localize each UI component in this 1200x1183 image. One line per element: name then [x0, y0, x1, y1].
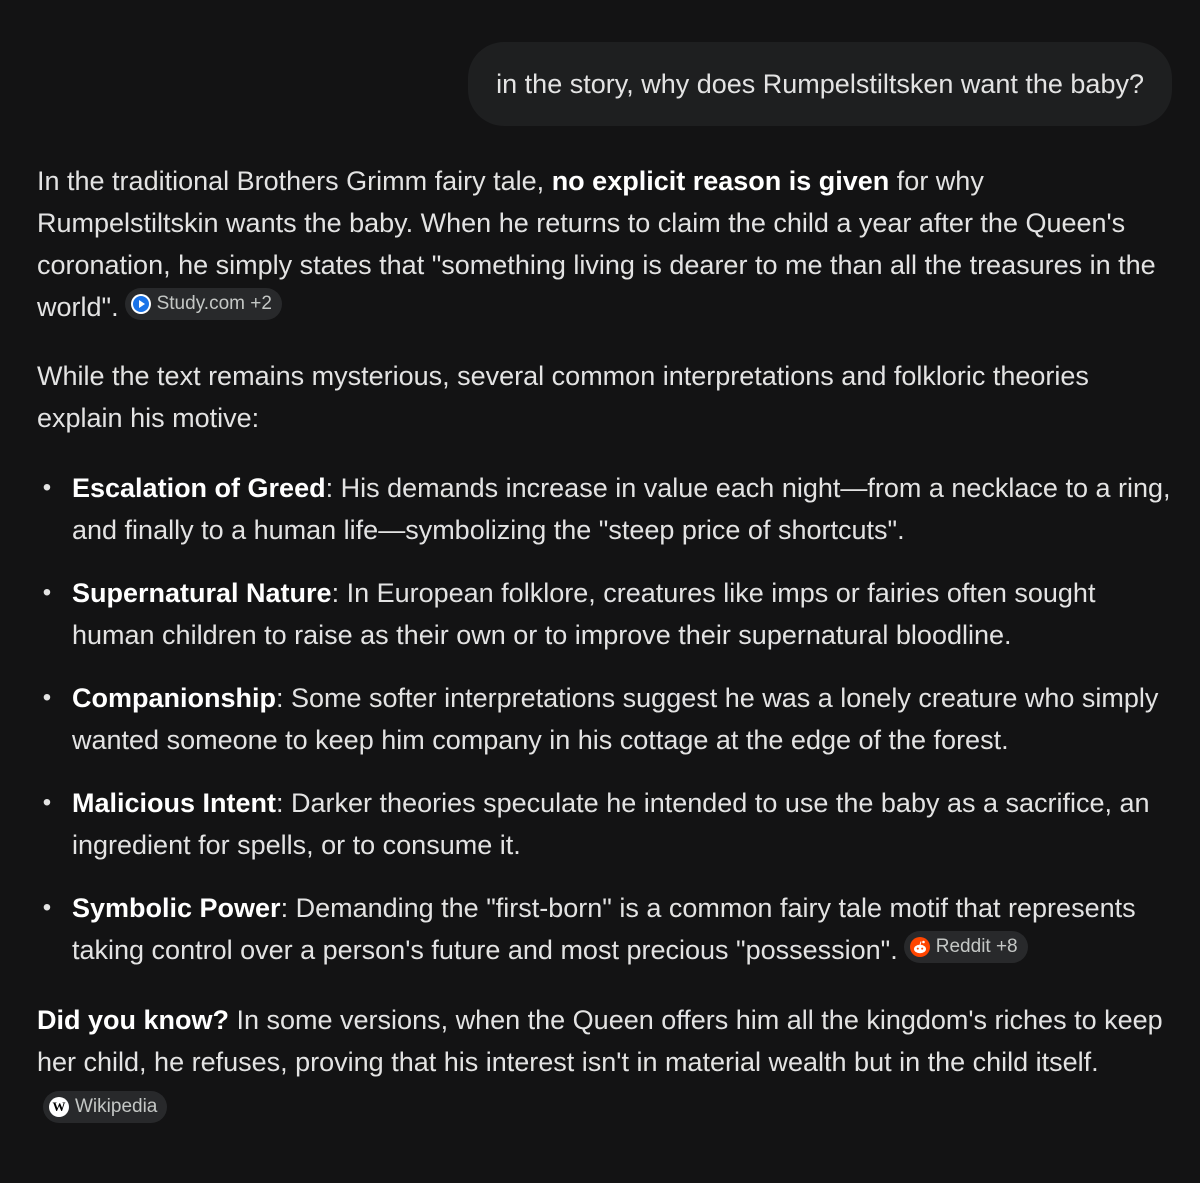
source-chip-reddit-label: Reddit +8 [935, 936, 1018, 957]
intro-text-end: for why Rumpelstiltskin wants the baby. When he returns to claim the child a year after the Queen's coronation, he simply states that "something living is dearer to me than all the treasures in the world". [37, 166, 1156, 322]
bullet-icon: • [42, 684, 52, 711]
motive-list [37, 467, 1172, 971]
assistant-answer [37, 160, 1172, 1125]
answer-intro-paragraph [37, 160, 1172, 328]
did-you-know-paragraph [37, 999, 1172, 1125]
bullet-icon: • [42, 579, 52, 606]
list-item [37, 782, 1172, 866]
list-item-title: Supernatural Nature [72, 578, 332, 608]
reddit-alien-icon [910, 937, 930, 957]
list-item-title: Companionship [72, 683, 276, 713]
source-chip-wikipedia[interactable] [43, 1091, 167, 1123]
list-item-text: : His demands increase in value each night—from a necklace to a ring, and finally to a human life—symbolizing the "steep price of shortcuts". [72, 473, 1171, 545]
list-item [37, 572, 1172, 656]
list-item-title: Escalation of Greed [72, 473, 326, 503]
list-item-title: Symbolic Power [72, 893, 281, 923]
user-message-bubble [468, 42, 1172, 126]
study-com-play-icon [131, 294, 151, 314]
bullet-icon: • [42, 894, 52, 921]
bullet-icon: • [42, 789, 52, 816]
list-item-title: Malicious Intent [72, 788, 277, 818]
bullet-icon: • [42, 474, 52, 501]
interpretations-lead-paragraph: While the text remains mysterious, several common interpretations and folkloric theories explain his motive: [37, 361, 1089, 433]
user-message-text: in the story, why does Rumpelstiltsken want the baby? [496, 68, 1144, 99]
did-you-know-heading: Did you know? [37, 1005, 229, 1035]
list-item [37, 887, 1172, 971]
list-item-text: : Darker theories speculate he intended to use the baby as a sacrifice, an ingredient for spells, or to consume it. [72, 788, 1150, 860]
wikipedia-w-icon: W [49, 1097, 69, 1117]
intro-text-start: In the traditional Brothers Grimm fairy tale, [37, 166, 552, 196]
intro-bold-text: no explicit reason is given [551, 166, 890, 196]
list-item [37, 467, 1172, 551]
list-item-text: : In European folklore, creatures like imps or fairies often sought human children to raise as their own or to improve their supernatural bloodline. [72, 578, 1096, 650]
list-item-text: : Some softer interpretations suggest he was a lonely creature who simply wanted someone to keep him company in his cottage at the edge of the forest. [72, 683, 1159, 755]
source-chip-study[interactable] [125, 288, 282, 320]
list-item-text: : Demanding the "first-born" is a common fairy tale motif that represents taking control over a person's future and most precious "possession". [72, 893, 1136, 965]
list-item [37, 677, 1172, 761]
source-chip-wikipedia-label: Wikipedia [75, 1096, 158, 1117]
did-you-know-text: In some versions, when the Queen offers him all the kingdom's riches to keep her child, he refuses, proving that his interest isn't in material wealth but in the child itself. [37, 1005, 1163, 1077]
source-chip-study-label: Study.com +2 [156, 293, 272, 314]
source-chip-reddit[interactable] [904, 931, 1028, 963]
